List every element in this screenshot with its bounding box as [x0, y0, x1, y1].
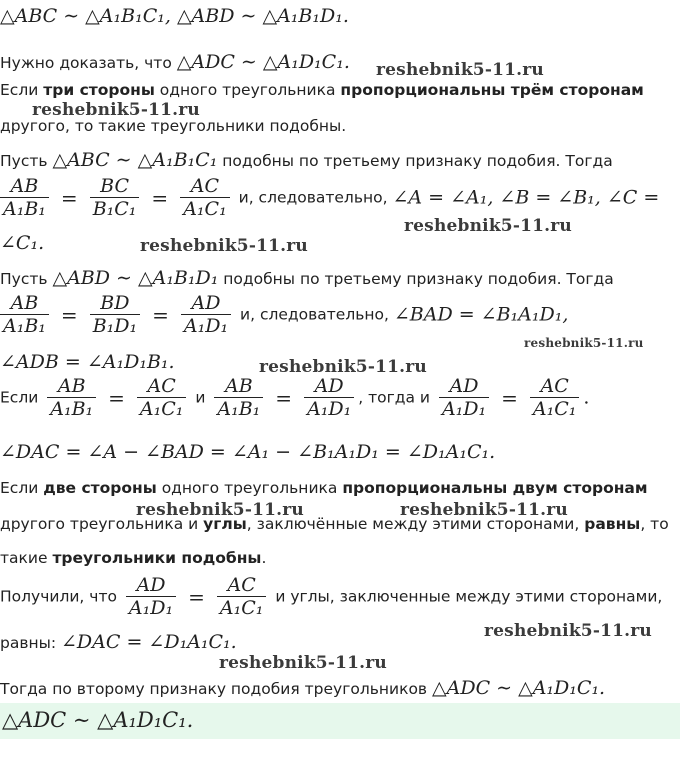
got-line: Получили, что $\frac{AD}{\text{A₁D₁}}$ = $\frac{AC}{\text{A₁C₁}}$ и углы, заключенные между этими сторонами, [0, 574, 663, 619]
fraction-ac: $\frac{AC}{\text{A₁C₁}}$ [180, 175, 230, 220]
p1-b: подобны по третьему признаку подобия. Тогда [217, 152, 613, 170]
watermark: reshebnik5-11.ru [484, 621, 652, 641]
p1-fraction-line: $\frac{AB}{\text{A₁B₁}}$ = $\frac{BC}{\text{B₁C₁}}$ = $\frac{AC}{\text{A₁C₁}}$ и, следовательно, ∠A = ∠A₁, ∠B = ∠B₁, ∠C = [0, 175, 680, 220]
rule2-d: пропорциональны двум сторонам [342, 479, 648, 497]
rule2-line2 [0, 514, 680, 534]
final-a: Тогда по второму признаку подобия треугольников [0, 680, 432, 698]
if-fraction-ac: $\frac{AC}{\text{A₁C₁}}$ [137, 375, 187, 420]
watermark: reshebnik5-11.ru [259, 357, 427, 377]
p1-math: △ABC ∼ △A₁B₁C₁ [52, 149, 218, 171]
if-a: Если [0, 388, 39, 407]
need-prefix: Нужно доказать, что [0, 54, 177, 72]
rule2-c: одного треугольника [156, 479, 343, 497]
answer-box [0, 703, 680, 739]
fraction-ad: $\frac{AD}{\text{A₁D₁}}$ [181, 292, 231, 337]
if-then: , тогда и [358, 388, 430, 407]
if-and: и [195, 388, 206, 407]
given-math: △ABC ∼ △A₁B₁C₁, △ABD ∼ △A₁B₁D₁. [0, 5, 349, 27]
watermark: reshebnik5-11.ru [400, 500, 568, 520]
p2-a: Пусть [0, 270, 53, 288]
rule1-line1 [0, 80, 680, 100]
rule2-k: треугольники подобны [52, 549, 262, 567]
rule2-line1 [0, 478, 680, 498]
watermark: reshebnik5-11.ru [376, 60, 544, 80]
if-fraction-ab-b: $\frac{AB}{\text{A₁B₁}}$ [214, 375, 263, 420]
rule2-line3 [0, 548, 680, 568]
p2-e: ∠ADB = ∠A₁D₁B₁. [0, 351, 175, 373]
angle-math: ∠DAC = ∠A − ∠BAD = ∠A₁ − ∠B₁A₁D₁ = ∠D₁A₁C₁. [0, 441, 496, 463]
watermark: reshebnik5-11.ru [136, 500, 304, 520]
watermark: reshebnik5-11.ru [219, 653, 387, 673]
final-math: △ADC ∼ △A₁D₁C₁. [432, 677, 606, 699]
rule1-d: пропорциональны трём сторонам [340, 81, 644, 99]
fraction-ab: $\frac{AB}{\text{A₁B₁}}$ [0, 175, 49, 220]
if-fraction-ac-b: $\frac{AC}{\text{A₁C₁}}$ [530, 375, 580, 420]
fraction-bd: $\frac{BD}{\text{B₁D₁}}$ [90, 292, 140, 337]
watermark: reshebnik5-11.ru [404, 216, 572, 236]
watermark: reshebnik5-11.ru [524, 336, 644, 350]
p2-math: △ABD ∼ △A₁B₁D₁ [52, 267, 219, 289]
watermark: reshebnik5-11.ru [140, 236, 308, 256]
if-fraction-line: Если $\frac{AB}{\text{A₁B₁}}$ = $\frac{AC}{\text{A₁C₁}}$ и $\frac{AB}{\text{A₁B₁}}$ = $\frac{AD}{\text{A₁D₁}}$ , тогда и $\frac{AD}{\text{A₁D₁}}$ = $\frac{AC}{\text{A₁C₁}}$ . [0, 375, 590, 420]
p2-d: ∠BAD = ∠B₁A₁D₁, [393, 303, 569, 326]
rule1-e: другого, то такие треугольники подобны. [0, 117, 347, 135]
fraction-ab-2: $\frac{AB}{\text{A₁B₁}}$ [0, 292, 49, 337]
p1-line3 [0, 233, 680, 254]
rule2-l: . [261, 549, 267, 567]
rule2-i: , то [640, 515, 669, 533]
got-c: равны: [0, 634, 61, 652]
watermark: reshebnik5-11.ru [32, 100, 200, 120]
need-prove [0, 52, 680, 73]
p2-b: подобны по третьему признаку подобия. Тогда [218, 270, 614, 288]
final-line [0, 678, 680, 699]
if-fraction-ad-b: $\frac{AD}{\text{A₁D₁}}$ [439, 375, 489, 420]
if-fraction-ab: $\frac{AB}{\text{A₁B₁}}$ [47, 375, 96, 420]
rule2-f: углы [203, 515, 247, 533]
p1-d: ∠A = ∠A₁, ∠B = ∠B₁, ∠C = [392, 186, 660, 209]
rule2-j: такие [0, 549, 53, 567]
got-b: и углы, заключенные между этими сторонами, [275, 587, 663, 606]
given-statement [0, 6, 680, 27]
rule2-a: Если [0, 479, 44, 497]
rule2-b: две стороны [43, 479, 157, 497]
fraction-bc: $\frac{BC}{\text{B₁C₁}}$ [90, 175, 140, 220]
got-fraction-ad: $\frac{AD}{\text{A₁D₁}}$ [126, 574, 176, 619]
answer-math: △ADC ∼ △A₁D₁C₁. [2, 708, 194, 732]
if-fraction-ad: $\frac{AD}{\text{A₁D₁}}$ [304, 375, 354, 420]
p2-c: и, следовательно, [240, 305, 394, 324]
p1-e: ∠C₁. [0, 232, 45, 254]
p2-line1 [0, 268, 680, 289]
got-a: Получили, что [0, 587, 117, 606]
rule1-b: три стороны [43, 81, 155, 99]
rule1-a: Если [0, 81, 44, 99]
got-math: ∠DAC = ∠D₁A₁C₁. [61, 631, 237, 653]
p1-c: и, следовательно, [238, 188, 393, 207]
rule2-g: , заключённые между этими сторонами, [246, 515, 585, 533]
rule1-c: одного треугольника [154, 81, 341, 99]
angle-line [0, 442, 680, 463]
p1-a: Пусть [0, 152, 53, 170]
rule2-h: равны [584, 515, 641, 533]
rule2-e: другого треугольника и [0, 515, 204, 533]
p2-fraction-line: $\frac{AB}{\text{A₁B₁}}$ = $\frac{BD}{\text{B₁D₁}}$ = $\frac{AD}{\text{A₁D₁}}$ и, следовательно, ∠BAD = ∠B₁A₁D₁, [0, 292, 680, 337]
p1-line1 [0, 150, 680, 171]
need-math: △ADC ∼ △A₁D₁C₁. [176, 51, 350, 73]
got-fraction-ac: $\frac{AC}{\text{A₁C₁}}$ [217, 574, 267, 619]
